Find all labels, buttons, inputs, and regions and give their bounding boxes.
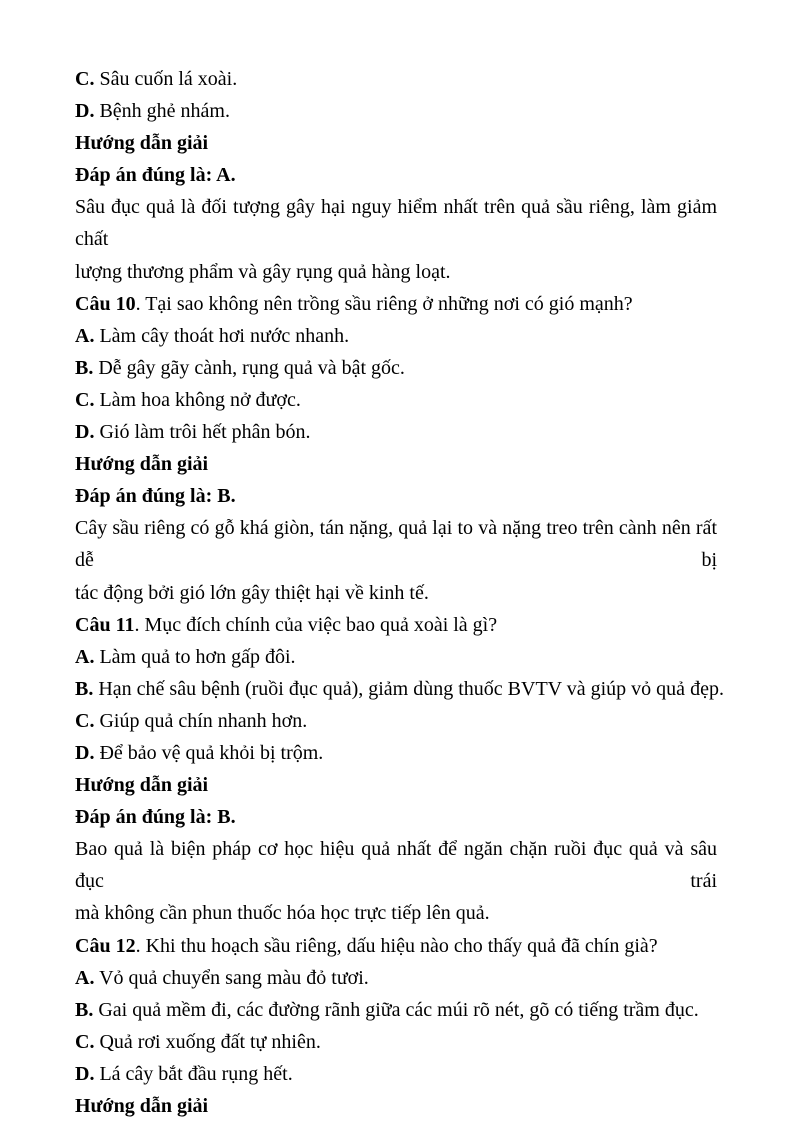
bold-text-segment: B. [75, 677, 94, 700]
text-segment: Làm cây thoát hơi nước nhanh. [94, 324, 350, 347]
option-line [75, 95, 717, 127]
bold-text-segment: A. [75, 324, 95, 347]
option-line [75, 1026, 717, 1058]
option-line [75, 705, 717, 737]
explanation-line [75, 833, 717, 897]
answer-line [75, 801, 717, 833]
bold-text-segment: Câu 10 [75, 292, 136, 315]
explanation-line [75, 897, 717, 929]
option-line [75, 416, 717, 448]
bold-text-segment: C. [75, 68, 95, 90]
text-segment: Sâu đục quả là đối tượng gây hại nguy hiểm nhất trên quả sầu riêng, làm giảm chất [75, 196, 717, 251]
bold-text-segment: D. [75, 1062, 95, 1085]
bold-text-segment: B. [75, 998, 94, 1021]
explanation-line [75, 256, 717, 288]
explanation-line [75, 577, 717, 609]
option-line [75, 1058, 717, 1090]
text-segment: Dễ gây gãy cành, rụng quả và bật gốc. [93, 356, 405, 379]
bold-text-segment: C. [75, 388, 95, 411]
bold-text-segment: Câu 12 [75, 934, 136, 957]
text-segment: mà không cần phun thuốc hóa học trực tiếp lên quả. [75, 902, 490, 925]
bold-text-segment: Đáp án đúng là: B. [75, 806, 236, 829]
text-segment: Gai quả mềm đi, các đường rãnh giữa các múi rõ nét, gõ có tiếng trầm đục. [93, 998, 699, 1021]
bold-text-segment: D. [75, 741, 95, 764]
text-segment: Lá cây bắt đầu rụng hết. [94, 1062, 293, 1085]
option-line [75, 994, 717, 1026]
section-heading [75, 769, 717, 801]
text-segment: lượng thương phẩm và gây rụng quả hàng loạt. [75, 260, 451, 283]
text-segment: tác động bởi gió lớn gây thiệt hại về kinh tế. [75, 581, 429, 604]
bold-text-segment: Hướng dẫn giải [75, 453, 209, 476]
option-line [75, 352, 717, 384]
section-heading [75, 1090, 717, 1122]
text-segment: Bệnh ghẻ nhám. [94, 100, 230, 123]
section-heading [75, 448, 717, 480]
text-segment: Giúp quả chín nhanh hơn. [94, 709, 308, 732]
bold-text-segment: Hướng dẫn giải [75, 132, 209, 155]
text-segment: . Khi thu hoạch sầu riêng, dấu hiệu nào cho thấy quả đã chín già? [135, 934, 658, 957]
explanation-line [75, 191, 717, 255]
bold-text-segment: C. [75, 1030, 95, 1053]
text-segment: Làm quả to hơn gấp đôi. [94, 645, 296, 668]
answer-line [75, 159, 717, 191]
text-segment: Bao quả là biện pháp cơ học hiệu quả nhất để ngăn chặn ruồi đục quả và sâu đục trái [75, 838, 717, 893]
bold-text-segment: D. [75, 421, 95, 444]
text-segment: Hạn chế sâu bệnh (ruồi đục quả), giảm dùng thuốc BVTV và giúp vỏ quả đẹp. [93, 677, 724, 700]
text-segment: Vỏ quả chuyển sang màu đỏ tươi. [94, 966, 369, 989]
bold-text-segment: Câu 11 [75, 613, 135, 636]
option-line [75, 737, 717, 769]
answer-line [75, 480, 717, 512]
text-segment: . Tại sao không nên trồng sầu riêng ở những nơi có gió mạnh? [135, 292, 633, 315]
bold-text-segment: D. [75, 100, 95, 123]
bold-text-segment: B. [75, 356, 94, 379]
bold-text-segment: Đáp án đúng là: A. [75, 164, 236, 187]
bold-text-segment: C. [75, 709, 95, 732]
text-segment: Làm hoa không nở được. [94, 388, 301, 411]
option-line [75, 673, 724, 705]
text-segment: Cây sầu riêng có gỗ khá giòn, tán nặng, quả lại to và nặng treo trên cành nên rất dễ bị [75, 517, 717, 572]
explanation-line [75, 512, 717, 576]
option-line [75, 63, 717, 95]
bold-text-segment: Hướng dẫn giải [75, 774, 209, 797]
option-line [75, 641, 717, 673]
text-segment: . Mục đích chính của việc bao quả xoài là gì? [134, 613, 498, 636]
bold-text-segment: Hướng dẫn giải [75, 1095, 209, 1117]
document-body [75, 63, 724, 1122]
bold-text-segment: Đáp án đúng là: B. [75, 485, 236, 508]
section-heading [75, 127, 717, 159]
text-segment: Sâu cuốn lá xoài. [94, 68, 238, 90]
question-line [75, 609, 717, 641]
bold-text-segment: A. [75, 645, 95, 668]
option-line [75, 384, 717, 416]
text-segment: Để bảo vệ quả khỏi bị trộm. [94, 741, 324, 764]
option-line [75, 962, 717, 994]
text-segment: Quả rơi xuống đất tự nhiên. [94, 1030, 321, 1053]
bold-text-segment: A. [75, 966, 95, 989]
question-line [75, 930, 717, 962]
question-line [75, 288, 717, 320]
text-segment: Gió làm trôi hết phân bón. [94, 421, 311, 444]
option-line [75, 320, 717, 352]
